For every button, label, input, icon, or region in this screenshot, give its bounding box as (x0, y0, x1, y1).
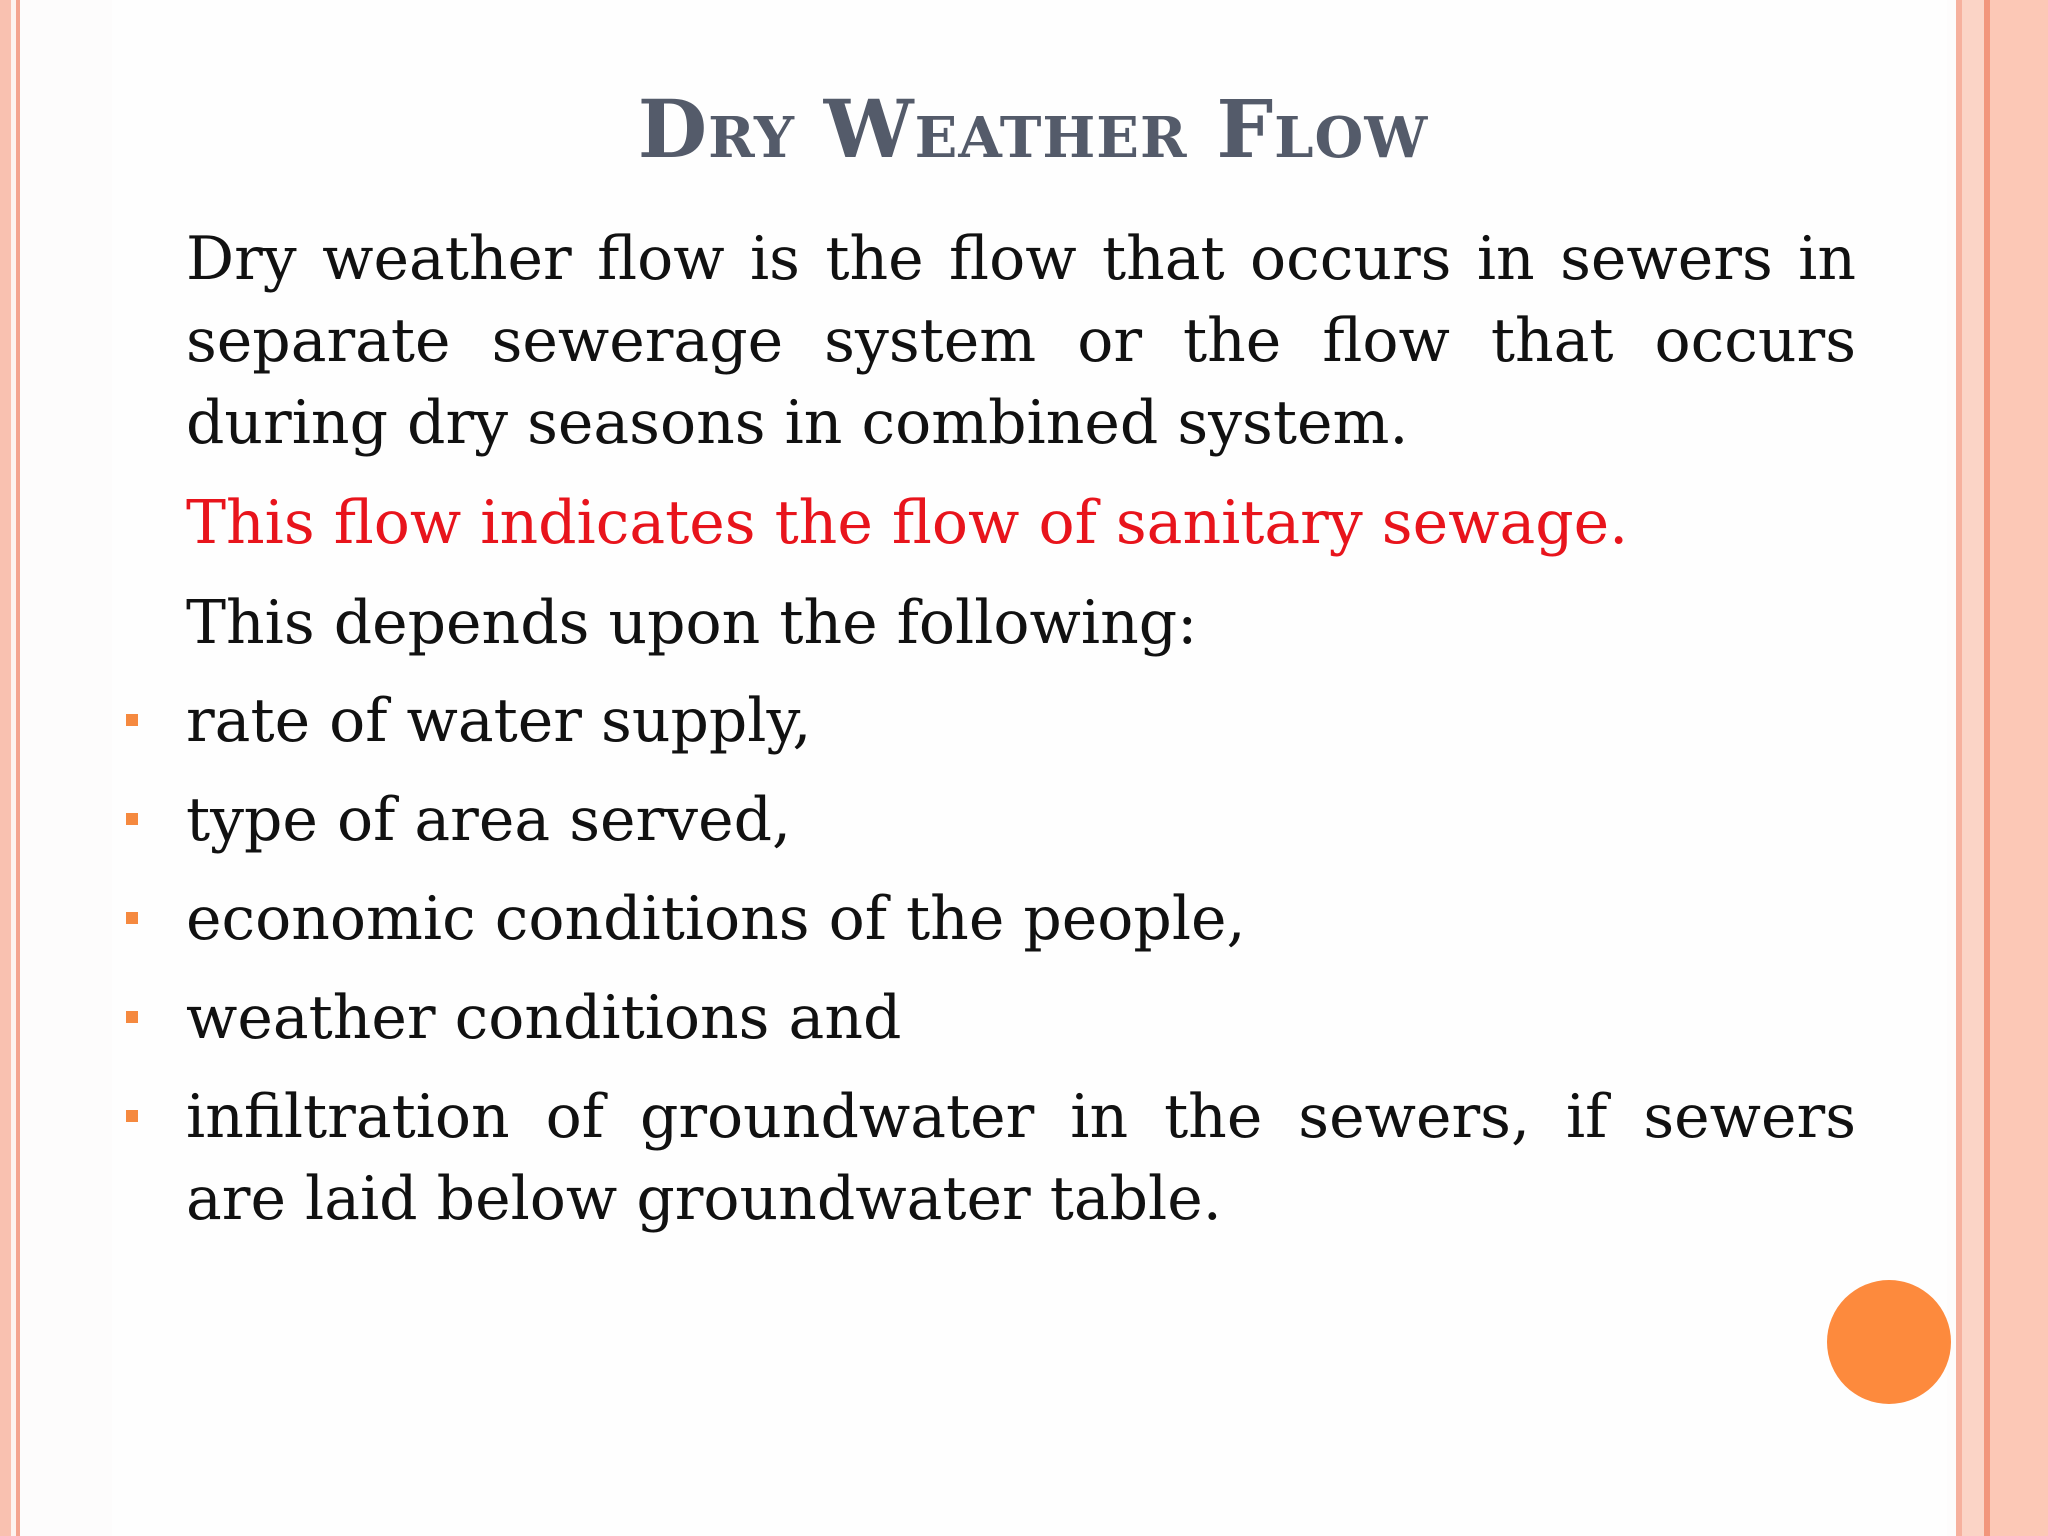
highlight-sentence: This flow indicates the flow of sanitary sewage. (186, 488, 1629, 558)
square-bullet-icon (126, 1110, 138, 1122)
depends-heading: This depends upon the following: (186, 588, 1198, 658)
list-item-text: economic conditions of the people, (186, 884, 1246, 954)
list-item (0, 878, 1856, 960)
factor-list (0, 680, 2048, 1257)
square-bullet-icon (126, 714, 138, 726)
list-item-text: infiltration of groundwater in the sewers, if sewers are laid below groundwater table. (186, 1082, 1856, 1234)
list-item (0, 680, 1856, 762)
list-item-text: rate of water supply, (186, 686, 812, 756)
square-bullet-icon (126, 1011, 138, 1023)
list-item-text: weather conditions and (186, 983, 902, 1053)
list-item (0, 779, 1856, 861)
slide-title: Dry Weather Flow (637, 82, 1429, 176)
intro-paragraph: Dry weather flow is the flow that occurs in sewers in separate sewerage system or the flow that occurs during dry seasons in combined system. (186, 224, 1856, 458)
list-item (0, 1076, 1856, 1240)
orange-circle-decoration (1827, 1280, 1951, 1404)
square-bullet-icon (126, 813, 138, 825)
square-bullet-icon (126, 912, 138, 924)
list-item-text: type of area served, (186, 785, 792, 855)
list-item (0, 977, 1856, 1059)
